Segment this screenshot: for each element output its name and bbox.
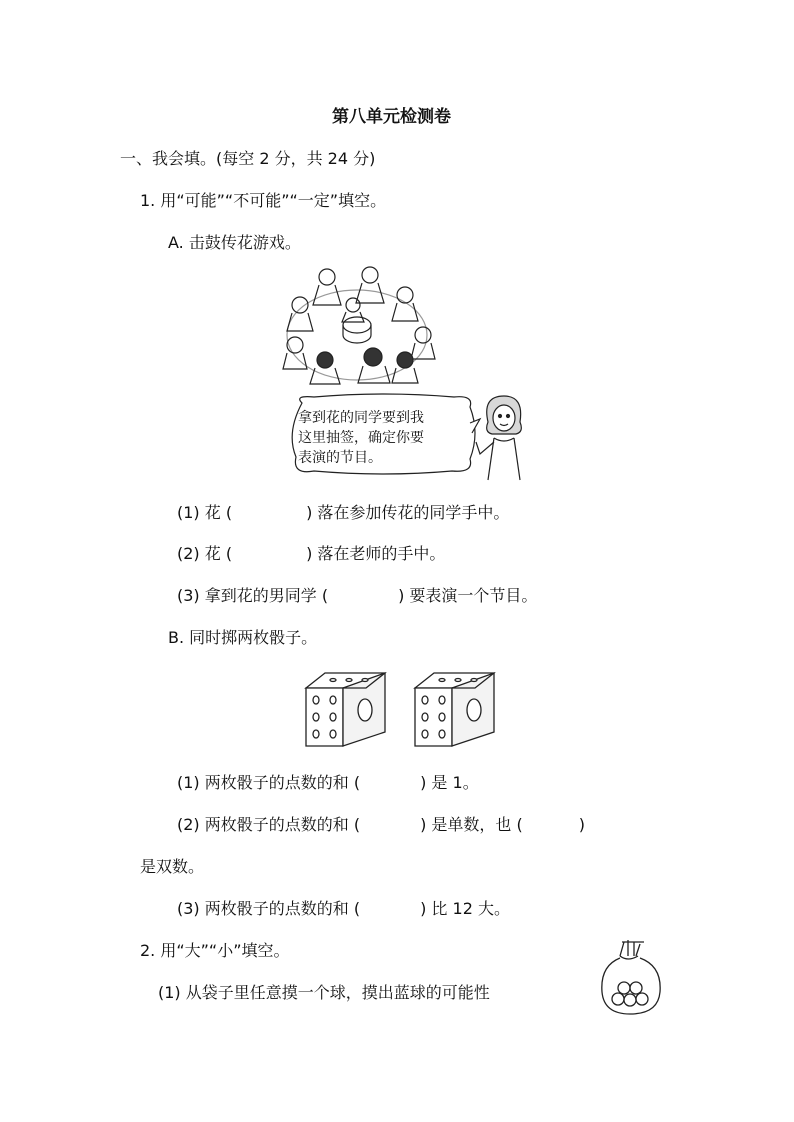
dice-2 [412,670,497,750]
section-heading: 一、我会填。(每空 2 分，共 24 分) [120,149,376,168]
speech-line-3: 表演的节目。 [298,450,382,466]
teacher-illustration [472,392,532,484]
question-1-prompt: 1. 用“可能”“不可能”“一定”填空。 [140,191,387,210]
part-b-item-2-continued: 是双数。 [140,857,205,876]
part-b-item-3: (3) 两枚骰子的点数的和 ( ) 比 12 大。 [177,899,510,918]
page-title: 第八单元检测卷 [332,107,451,127]
speech-line-1: 拿到花的同学要到我 [298,410,424,426]
ball-bag-illustration [598,936,664,1018]
speech-line-2: 这里抽签，确定你要 [298,430,424,446]
children-game-illustration [275,265,440,387]
part-a-label: A. 击鼓传花游戏。 [168,233,301,252]
question-2-item-1: (1) 从袋子里任意摸一个球，摸出蓝球的可能性 [158,983,490,1002]
part-a-item-3: (3) 拿到花的男同学 ( ) 要表演一个节目。 [177,586,538,605]
part-b-item-2: (2) 两枚骰子的点数的和 ( ) 是单数，也 ( ) [177,815,586,834]
part-a-item-2: (2) 花 ( ) 落在老师的手中。 [177,544,446,563]
part-b-label: B. 同时掷两枚骰子。 [168,628,318,647]
dice-1 [303,670,388,750]
part-a-item-1: (1) 花 ( ) 落在参加传花的同学手中。 [177,503,510,522]
part-b-item-1: (1) 两枚骰子的点数的和 ( ) 是 1。 [177,773,479,792]
question-2-prompt: 2. 用“大”“小”填空。 [140,941,290,960]
